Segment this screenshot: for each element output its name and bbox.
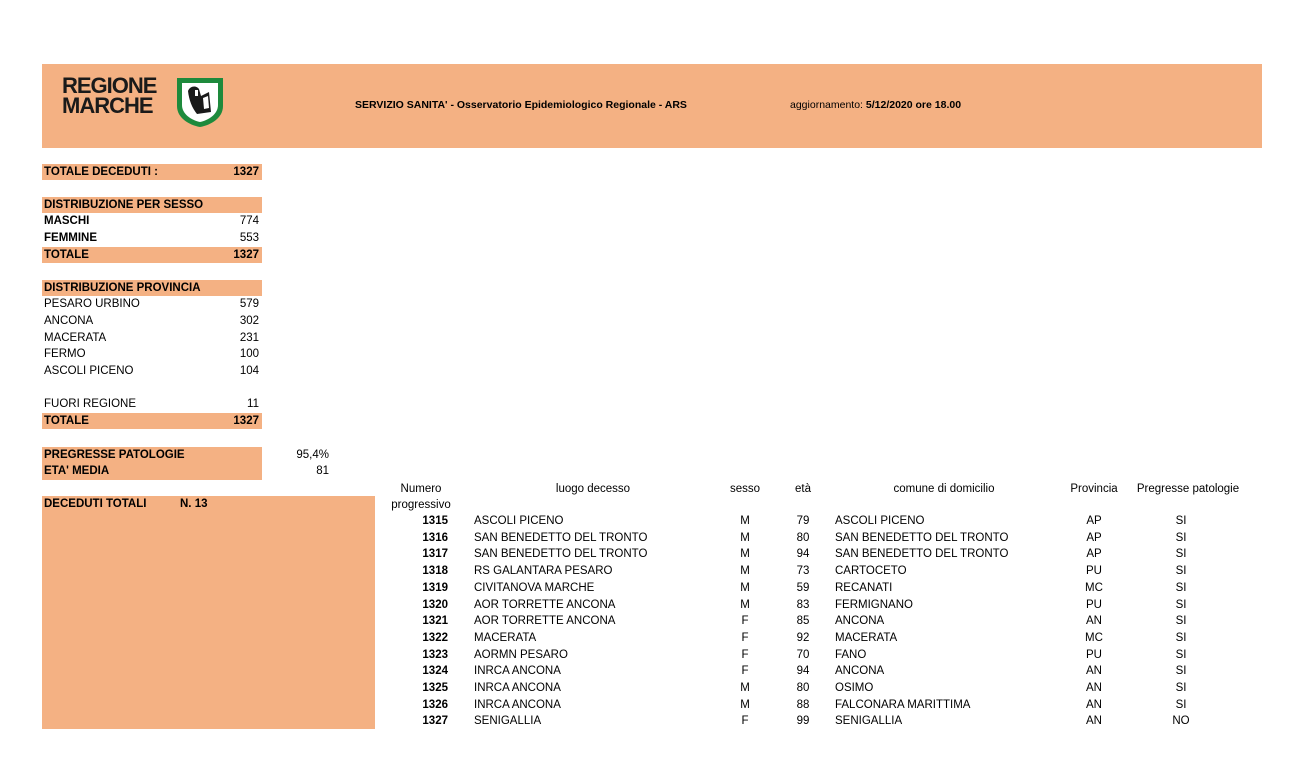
cell-numero: 1323 bbox=[422, 649, 448, 661]
cell-pregresse: SI bbox=[1175, 515, 1187, 527]
cell-numero: 1315 bbox=[422, 515, 448, 527]
logo-line2: MARCHE bbox=[62, 93, 153, 118]
province-name: PESARO URBINO bbox=[44, 298, 140, 310]
cell-numero: 1324 bbox=[422, 665, 448, 677]
cell-comune: RECANATI bbox=[835, 582, 893, 594]
cell-comune: ANCONA bbox=[835, 615, 885, 627]
cell-sesso: M bbox=[740, 548, 750, 560]
deceduti-totali-label: DECEDUTI TOTALI bbox=[44, 498, 147, 510]
cell-eta: 70 bbox=[796, 649, 810, 661]
cell-comune: MACERATA bbox=[835, 632, 898, 644]
cell-comune: SAN BENEDETTO DEL TRONTO bbox=[835, 548, 1009, 560]
cell-eta: 73 bbox=[796, 565, 810, 577]
cell-provincia: AP bbox=[1086, 548, 1102, 560]
cell-luogo: CIVITANOVA MARCHE bbox=[474, 582, 595, 594]
provincia-totale-label: TOTALE bbox=[44, 415, 89, 427]
header-sesso: sesso bbox=[729, 483, 761, 495]
province-name: ANCONA bbox=[44, 315, 94, 327]
fuori-regione-label: FUORI REGIONE bbox=[44, 398, 137, 410]
cell-provincia: PU bbox=[1086, 649, 1102, 661]
cell-numero: 1321 bbox=[422, 615, 448, 627]
cell-pregresse: NO bbox=[1172, 715, 1190, 727]
cell-sesso: F bbox=[741, 632, 749, 644]
header-eta: età bbox=[795, 483, 811, 495]
header-pregresse: Pregresse patologie bbox=[1136, 483, 1240, 495]
logo-line1: REGIONE bbox=[62, 73, 157, 98]
cell-comune: FANO bbox=[835, 649, 867, 661]
regione-marche-logo bbox=[62, 73, 227, 132]
cell-numero: 1319 bbox=[422, 582, 448, 594]
cell-eta: 94 bbox=[796, 665, 810, 677]
cell-eta: 88 bbox=[796, 699, 810, 711]
fuori-regione-value: 11 bbox=[247, 398, 259, 410]
cell-comune: FALCONARA MARITTIMA bbox=[835, 699, 971, 711]
provincia-totale-value: 1327 bbox=[233, 415, 259, 427]
cell-pregresse: SI bbox=[1175, 649, 1187, 661]
province-value: 579 bbox=[239, 298, 259, 310]
cell-luogo: MACERATA bbox=[474, 632, 537, 644]
cell-comune: FERMIGNANO bbox=[835, 599, 913, 611]
cell-luogo: AOR TORRETTE ANCONA bbox=[474, 599, 616, 611]
pregresse-value: 95,4% bbox=[296, 449, 329, 461]
cell-provincia: AN bbox=[1086, 665, 1102, 677]
update-info bbox=[790, 99, 961, 111]
sesso-totale-value: 1327 bbox=[233, 249, 259, 261]
cell-luogo: AOR TORRETTE ANCONA bbox=[474, 615, 616, 627]
sesso-title: DISTRIBUZIONE PER SESSO bbox=[44, 199, 204, 211]
cell-eta: 80 bbox=[796, 682, 810, 694]
cell-provincia: PU bbox=[1086, 599, 1102, 611]
cell-provincia: PU bbox=[1086, 565, 1102, 577]
logo-text bbox=[62, 73, 157, 118]
cell-comune: SAN BENEDETTO DEL TRONTO bbox=[835, 532, 1009, 544]
cell-numero: 1322 bbox=[422, 632, 448, 644]
cell-sesso: M bbox=[740, 582, 750, 594]
cell-pregresse: SI bbox=[1175, 699, 1187, 711]
cell-sesso: M bbox=[740, 565, 750, 577]
cell-pregresse: SI bbox=[1175, 532, 1187, 544]
cell-pregresse: SI bbox=[1175, 582, 1187, 594]
shield-icon bbox=[175, 76, 225, 128]
cell-numero: 1320 bbox=[422, 599, 448, 611]
cell-pregresse: SI bbox=[1175, 565, 1187, 577]
cell-numero: 1325 bbox=[422, 682, 448, 694]
update-label: aggiornamento: bbox=[790, 99, 863, 111]
cell-sesso: M bbox=[740, 682, 750, 694]
header-luogo: luogo decesso bbox=[555, 483, 631, 495]
cell-luogo: AORMN PESARO bbox=[474, 649, 568, 661]
cell-sesso: F bbox=[741, 649, 749, 661]
eta-media-value: 81 bbox=[316, 465, 329, 477]
deceduti-totali-value: N. 13 bbox=[180, 498, 208, 510]
cell-sesso: M bbox=[740, 599, 750, 611]
cell-provincia: AP bbox=[1086, 515, 1102, 527]
cell-luogo: INRCA ANCONA bbox=[474, 699, 561, 711]
sesso-totale-label: TOTALE bbox=[44, 249, 89, 261]
cell-eta: 94 bbox=[796, 548, 810, 560]
maschi-label: MASCHI bbox=[44, 215, 90, 227]
cell-luogo: INRCA ANCONA bbox=[474, 665, 561, 677]
header-numero-line2: progressivo bbox=[391, 499, 451, 511]
header-provincia: Provincia bbox=[1070, 483, 1118, 495]
cell-pregresse: SI bbox=[1175, 665, 1187, 677]
provincia-title: DISTRIBUZIONE PROVINCIA bbox=[44, 282, 201, 294]
cell-numero: 1317 bbox=[422, 548, 448, 560]
cell-luogo: SAN BENEDETTO DEL TRONTO bbox=[474, 532, 648, 544]
cell-eta: 59 bbox=[796, 582, 810, 594]
cell-provincia: AN bbox=[1086, 715, 1102, 727]
cell-provincia: AP bbox=[1086, 532, 1102, 544]
cell-eta: 92 bbox=[796, 632, 810, 644]
province-name: ASCOLI PICENO bbox=[44, 365, 134, 377]
cell-luogo: RS GALANTARA PESARO bbox=[474, 565, 613, 577]
province-value: 100 bbox=[239, 348, 259, 360]
cell-comune: SENIGALLIA bbox=[835, 715, 903, 727]
cell-provincia: AN bbox=[1086, 682, 1102, 694]
cell-provincia: AN bbox=[1086, 615, 1102, 627]
maschi-value: 774 bbox=[239, 215, 259, 227]
cell-eta: 85 bbox=[796, 615, 810, 627]
cell-provincia: AN bbox=[1086, 699, 1102, 711]
province-value: 302 bbox=[239, 315, 259, 327]
province-name: MACERATA bbox=[44, 332, 107, 344]
cell-pregresse: SI bbox=[1175, 615, 1187, 627]
cell-pregresse: SI bbox=[1175, 599, 1187, 611]
cell-eta: 80 bbox=[796, 532, 810, 544]
eta-media-label: ETA' MEDIA bbox=[44, 465, 110, 477]
cell-sesso: M bbox=[740, 532, 750, 544]
cell-sesso: F bbox=[741, 615, 749, 627]
header-comune: comune di domicilio bbox=[893, 483, 995, 495]
update-value: 5/12/2020 ore 18.00 bbox=[865, 99, 962, 111]
cell-comune: ANCONA bbox=[835, 665, 885, 677]
cell-pregresse: SI bbox=[1175, 682, 1187, 694]
totale-deceduti-label: TOTALE DECEDUTI : bbox=[44, 166, 158, 178]
cell-comune: CARTOCETO bbox=[835, 565, 907, 577]
cell-pregresse: SI bbox=[1175, 632, 1187, 644]
cell-numero: 1318 bbox=[422, 565, 448, 577]
province-value: 231 bbox=[239, 332, 259, 344]
cell-eta: 83 bbox=[796, 599, 810, 611]
cell-sesso: F bbox=[741, 665, 749, 677]
cell-provincia: MC bbox=[1085, 632, 1103, 644]
cell-luogo: INRCA ANCONA bbox=[474, 682, 561, 694]
header-band bbox=[42, 64, 1262, 148]
cell-sesso: M bbox=[740, 515, 750, 527]
cell-luogo: SAN BENEDETTO DEL TRONTO bbox=[474, 548, 648, 560]
femmine-value: 553 bbox=[239, 232, 259, 244]
cell-numero: 1316 bbox=[422, 532, 448, 544]
cell-provincia: MC bbox=[1085, 582, 1103, 594]
cell-comune: ASCOLI PICENO bbox=[835, 515, 925, 527]
cell-eta: 79 bbox=[796, 515, 810, 527]
header-title: SERVIZIO SANITA' - Osservatorio Epidemiologico Regionale - ARS bbox=[355, 99, 687, 111]
cell-numero: 1327 bbox=[422, 715, 448, 727]
cell-luogo: SENIGALLIA bbox=[474, 715, 542, 727]
femmine-label: FEMMINE bbox=[44, 232, 98, 244]
cell-sesso: F bbox=[741, 715, 749, 727]
cell-sesso: M bbox=[740, 699, 750, 711]
cell-pregresse: SI bbox=[1175, 548, 1187, 560]
deceduti-totali-block bbox=[42, 496, 375, 729]
totale-deceduti-value: 1327 bbox=[233, 166, 259, 178]
header-numero-line1: Numero bbox=[400, 483, 442, 495]
cell-luogo: ASCOLI PICENO bbox=[474, 515, 564, 527]
pregresse-label: PREGRESSE PATOLOGIE bbox=[44, 449, 185, 461]
province-value: 104 bbox=[239, 365, 259, 377]
province-name: FERMO bbox=[44, 348, 86, 360]
cell-numero: 1326 bbox=[422, 699, 448, 711]
cell-comune: OSIMO bbox=[835, 682, 874, 694]
header-numero bbox=[386, 481, 456, 513]
cell-eta: 99 bbox=[796, 715, 810, 727]
